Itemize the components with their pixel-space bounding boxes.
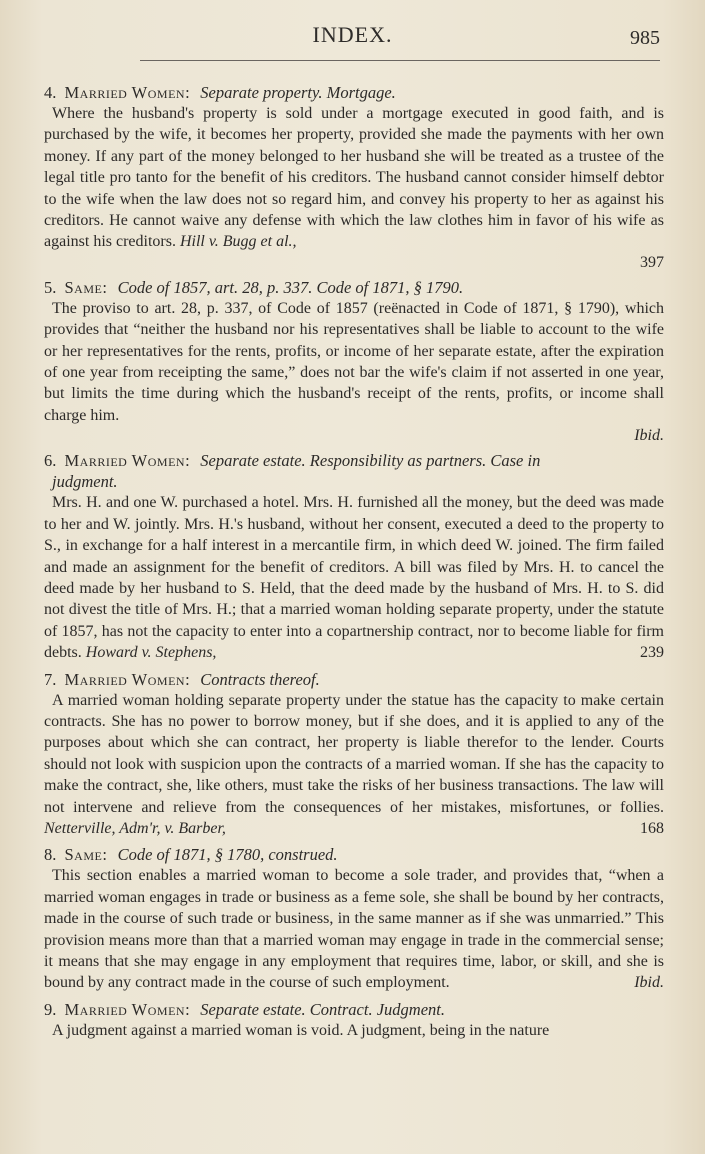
entry-body (44, 492, 664, 663)
entry-number: 8. (44, 845, 57, 865)
entry-text: The proviso to art. 28, p. 337, of Code of 1857 (reënacted in Code of 1871, § 1790), which provides that “neither the husband nor his representatives shall be liable to account to the wife or her representatives for the rents, profits, or income of her separate estate, after the expiration of one year from receipting the same,” does not bar the wife's claim if not asserted in one year, but limits the time during which the husband's receipt of the rents, profits, or income shall charge him. (44, 299, 664, 424)
page-reference: 397 (640, 253, 664, 271)
index-entry-7 (44, 669, 664, 840)
entry-subtopic: Separate estate. Contract. Judgment. (200, 999, 445, 1019)
entry-number: 4. (44, 83, 57, 102)
entry-number: 5. (44, 277, 57, 297)
entry-text: This section enables a married woman to become a sole trader, and provides that, “when a married woman engages in trade or business as a feme sole, she shall be bound by her contracts, made in the course of such trade or business, in the same manner as if she was unmarried.” This provision means more than that a married woman may engage in trade in the commercial sense; it means that she may engage in any employment that requires time, labor, or skill, and she is bound by any contract made in the course of such employment. (44, 867, 664, 992)
entry-body (44, 298, 664, 426)
entry-subtopic: Code of 1871, § 1780, construed. (117, 845, 338, 865)
header-rule (140, 60, 660, 61)
entry-body (44, 1020, 664, 1041)
entry-subtopic: Separate estate. Responsibility as partners. Case in (200, 451, 541, 471)
entry-subtopic: Code of 1857, art. 28, p. 337. Code of 1871, § 1790. (117, 277, 464, 297)
entry-body (44, 690, 664, 840)
entry-text: A judgment against a married woman is void. A judgment, being in the nature (52, 1021, 550, 1039)
entry-subtopic: Contracts thereof. (200, 669, 320, 689)
entry-number: 6. (44, 451, 57, 471)
entry-topic: Married Women: (64, 83, 191, 102)
entry-number: 9. (44, 999, 57, 1019)
page-reference: Ibid. (634, 427, 664, 445)
entry-topic: Same: (64, 845, 108, 865)
entry-topic: Married Women: (64, 669, 191, 689)
index-entry-5 (44, 277, 664, 445)
entry-heading (44, 277, 664, 298)
index-entry-4 (44, 82, 664, 272)
entry-topic: Married Women: (64, 999, 191, 1019)
index-entry-9 (44, 999, 664, 1041)
case-citation: Netterville, Adm'r, v. Barber, (44, 819, 226, 837)
entry-heading (44, 82, 664, 103)
entry-number: 7. (44, 669, 57, 689)
entry-heading (44, 669, 664, 690)
index-entry-6 (44, 450, 664, 663)
entry-subtopic-continued: judgment. (52, 472, 118, 492)
entry-heading (44, 450, 664, 492)
entry-body (44, 865, 664, 993)
index-entries (44, 82, 664, 1046)
case-citation: Hill v. Bugg et al., (179, 233, 297, 251)
entry-text: A married woman holding separate property under the statue has the capacity to make certain contracts. She has no power to borrow money, but if she does, and it is applied to any of the purposes about which she can contract, her property is liable therefor to the lender. Courts should not look with suspicion upon the contracts of a married woman. If she has the capacity to make the contract, she, like others, must take the risks of her business transactions. The law will not intervene and relieve from the consequences of her mistakes, misfortunes, or follies. (44, 691, 664, 816)
entry-topic: Married Women: (64, 451, 191, 471)
entry-heading (44, 999, 664, 1020)
page-reference: 239 (640, 644, 664, 662)
running-title: INDEX. (312, 22, 393, 47)
index-entry-8 (44, 844, 664, 993)
entry-heading (44, 844, 664, 865)
case-citation: Howard v. Stephens, (85, 644, 217, 662)
entry-text: Where the husband's property is sold under a mortgage executed in good faith, and is purchased by the wife, it becomes her property, provided she made the payments with her own money. If any part of the money belonged to her husband she will be treated as a trustee of the legal title pro tanto for the benefit of his creditors. The husband cannot consider himself debtor to the wife when the law does not so regard him, and convey his property to her as against his creditors. He cannot waive any defense with which the law clothes him in favor of his wife as against his creditors. (44, 105, 664, 251)
page-reference: 168 (640, 819, 664, 837)
page-reference: Ibid. (634, 974, 664, 992)
entry-topic: Same: (64, 277, 108, 297)
page-header (0, 22, 705, 56)
entry-subtopic: Separate property. Mortgage. (200, 83, 396, 102)
page-number: 985 (630, 27, 660, 49)
entry-body (44, 103, 664, 253)
entry-text: Mrs. H. and one W. purchased a hotel. Mrs. H. furnished all the money, but the deed was made to her and W. jointly. Mrs. H.'s husband, without her consent, executed a deed to the property to S., in exchange for a half interest in a mercantile firm, in which deed W. joined. The firm failed and made an assignment for the benefit of creditors. A bill was filed by Mrs. H. to cancel the deed made by her husband to S. Held, that the deed made by the husband of Mrs. H. to S. did not divest the title of Mrs. H.; that a married woman holding separate property, under the statute of 1857, has not the capacity to enter into a copartnership contract, nor to become liable for firm debts. (44, 494, 664, 662)
